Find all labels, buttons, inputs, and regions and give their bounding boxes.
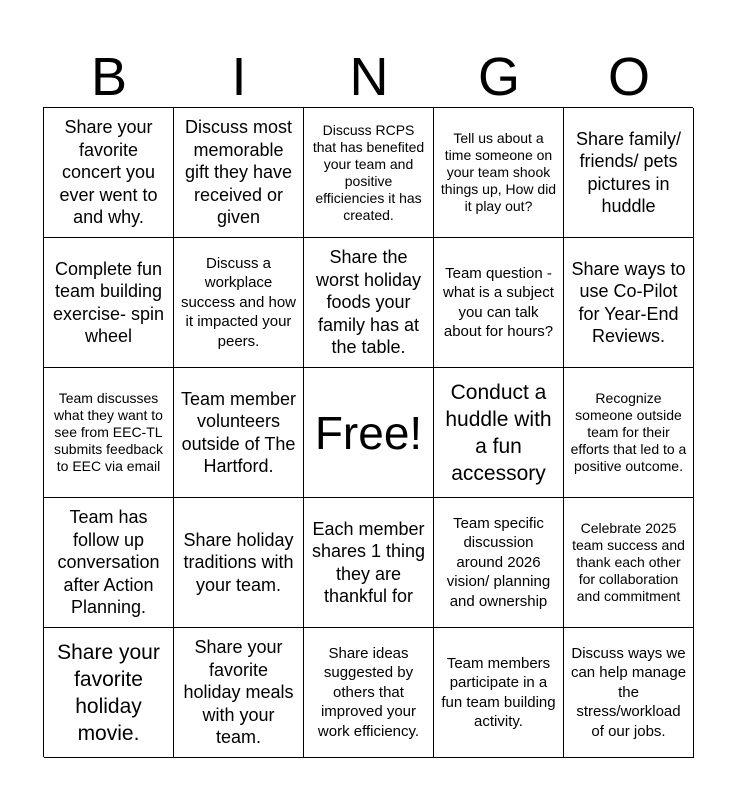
bingo-cell[interactable] (44, 238, 174, 368)
bingo-cell-text: Team question - what is a subject you can talk about for hours? (443, 264, 554, 340)
bingo-cell[interactable] (304, 498, 434, 628)
bingo-cell-text: Share ideas suggested by others that improved your work efficiency. (317, 644, 420, 740)
header-letter-g: G (477, 47, 520, 107)
bingo-cell-text: Tell us about a time someone on your team shook things up, How did it play out? (440, 130, 557, 214)
bingo-cell-text: Team has follow up conversation after Action Planning. (57, 507, 160, 618)
bingo-cell[interactable] (304, 628, 434, 758)
bingo-cell-text: Celebrate 2025 team success and thank each other for collaboration and commitment (572, 520, 685, 604)
bingo-cell[interactable] (174, 368, 304, 498)
bingo-cell-text: Share your favorite concert you ever went to and why. (59, 117, 158, 228)
bingo-cell[interactable] (564, 108, 694, 238)
bingo-cell[interactable] (44, 498, 174, 628)
bingo-cell[interactable] (174, 108, 304, 238)
bingo-cell-text: Share ways to use Co-Pilot for Year-End Reviews. (571, 258, 686, 346)
bingo-cell-text: Share family/ friends/ pets pictures in huddle (575, 128, 682, 216)
bingo-cell-text: Conduct a huddle with a fun accessory (445, 380, 552, 485)
free-space-cell[interactable] (304, 368, 434, 498)
bingo-cell-text: Complete fun team building exercise- spin wheel (52, 258, 165, 346)
bingo-cell-text: Team discusses what they want to see from EEC-TL submits feedback to EEC via email (54, 390, 163, 474)
bingo-cell-text: Discuss most memorable gift they have received or given (184, 117, 293, 228)
bingo-cell[interactable] (434, 238, 564, 368)
header-letter-n: N (349, 47, 389, 107)
bingo-cell[interactable] (564, 498, 694, 628)
bingo-cell[interactable] (174, 628, 304, 758)
bingo-cell[interactable] (564, 628, 694, 758)
bingo-cell-text: Team members participate in a fun team building activity. (441, 654, 556, 730)
bingo-cell[interactable] (434, 108, 564, 238)
bingo-cell-text: Share holiday traditions with your team. (183, 529, 294, 595)
bingo-cell-text: Team member volunteers outside of The Hartford. (180, 388, 297, 476)
bingo-cell-text: Each member shares 1 thing they are thankful for (311, 518, 426, 606)
header-letter-b: B (90, 47, 128, 107)
bingo-cell[interactable] (434, 368, 564, 498)
bingo-cell[interactable] (44, 368, 174, 498)
header-letter-i: I (231, 47, 247, 107)
bingo-cell-text: Share your favorite holiday movie. (57, 640, 160, 745)
bingo-cell[interactable] (304, 238, 434, 368)
bingo-cell-text: Share the worst holiday foods your family has at the table. (315, 247, 422, 358)
free-space-label: Free! (314, 406, 423, 459)
bingo-cell[interactable] (564, 238, 694, 368)
bingo-cell-text: Discuss a workplace success and how it impacted your peers. (180, 254, 297, 350)
bingo-cell[interactable] (174, 238, 304, 368)
bingo-header (44, 46, 694, 108)
bingo-cell[interactable] (174, 498, 304, 628)
bingo-cell[interactable] (564, 368, 694, 498)
bingo-cell[interactable] (434, 628, 564, 758)
bingo-cell-text: Discuss RCPS that has benefited your team and positive efficiencies it has created. (312, 121, 425, 223)
bingo-cell[interactable] (44, 108, 174, 238)
header-letter-o: O (607, 47, 650, 107)
bingo-cell-text: Discuss ways we can help manage the stress/workload of our jobs. (570, 644, 687, 740)
bingo-cell[interactable] (434, 498, 564, 628)
bingo-cell-text: Share your favorite holiday meals with your team. (183, 637, 294, 748)
bingo-grid (43, 107, 693, 757)
bingo-cell[interactable] (304, 108, 434, 238)
bingo-cell-text: Recognize someone outside team for their efforts that led to a positive outcome. (570, 390, 687, 474)
bingo-cell[interactable] (44, 628, 174, 758)
bingo-cell-text: Team specific discussion around 2026 vision/ planning and ownership (446, 514, 551, 610)
